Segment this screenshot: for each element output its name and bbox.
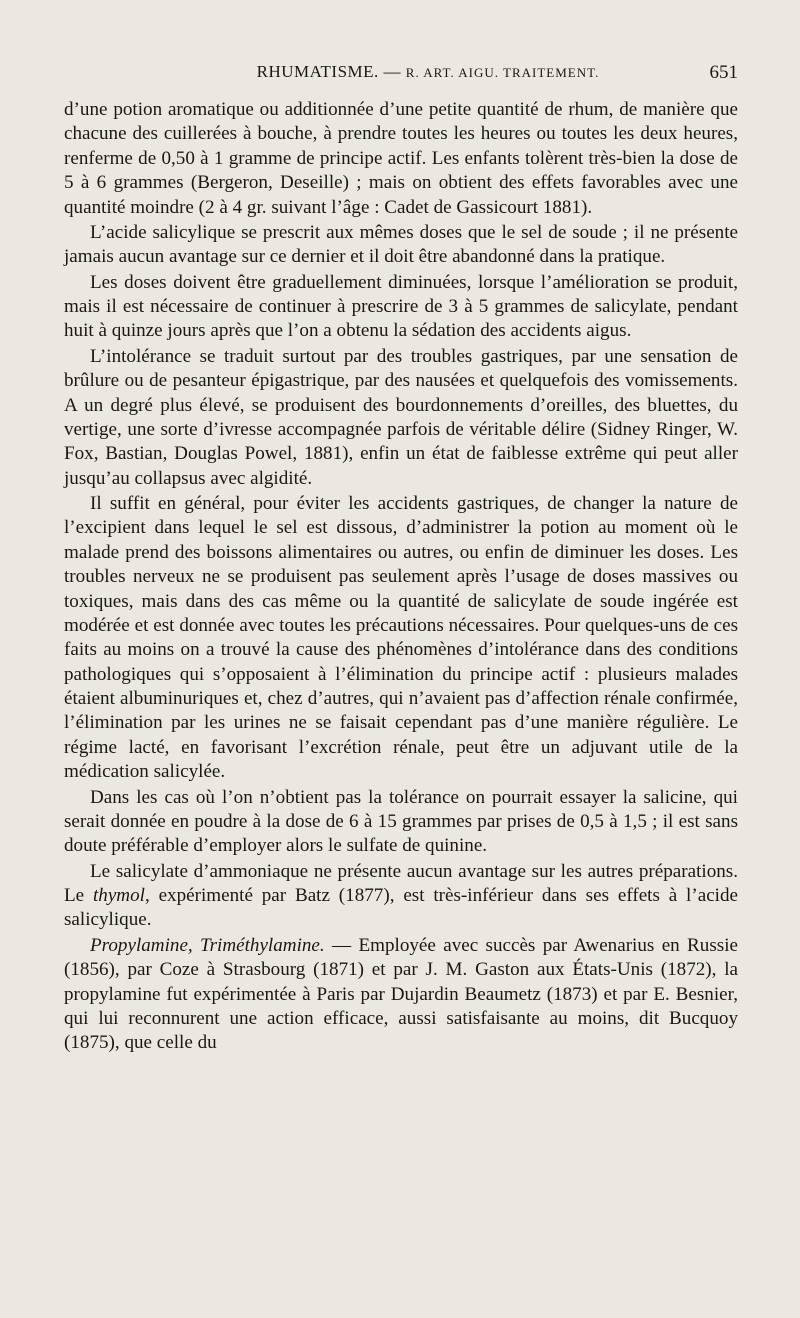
p7-text-before: Le salicylate d’ammoniaque ne présente aucun avantage sur les autres préparations. Le (64, 860, 738, 906)
paragraph-dosage-continuation: d’une potion aromatique ou additionnée d’une petite quantité de rhum, de manière que chacune des cuillerées à bouche, à prendre toutes les heures ou toutes les deux heures, renferme de 0,50 à 1 gramme de principe actif. Les enfants tolèrent très-bien la dose de 5 à 6 grammes (Bergeron, Deseille) ; mais on obtient des effets favorables avec une quantité moindre (2 à 4 gr. suivant l’âge : Cadet de Gassicourt 1881). (64, 99, 738, 218)
running-title: RHUMATISME. (256, 62, 379, 81)
paragraph-propylamine (64, 934, 738, 1056)
paragraph-ammonia-salicylate (64, 860, 738, 933)
paragraph-salicylic-acid: L’acide salicylique se prescrit aux mêmes doses que le sel de soude ; il ne présente jamais aucun avantage sur ce dernier et il doit être abandonné dans la pratique. (64, 221, 738, 268)
p7-text-after: , expérimenté par Batz (1877), est très-inférieur dans ses effets à l’acide salicylique. (64, 885, 738, 931)
p7-italic-thymol: thymol (92, 885, 145, 906)
running-head (92, 62, 738, 82)
running-head-dash: — (383, 62, 402, 81)
body-text (64, 98, 738, 1056)
running-subtitle: R. ART. AIGU. TRAITEMENT. (405, 65, 600, 80)
paragraph-dose-reduction: Les doses doivent être graduellement diminuées, lorsque l’amélioration se produit, mais il est nécessaire de continuer à prescrire de 3 à 5 grammes de salicylate, pendant huit à quinze jours après que l’on a obtenu la sédation des accidents aigus. (64, 271, 738, 342)
paragraph-avoiding-accidents: Il suffit en général, pour éviter les accidents gastriques, de changer la nature de l’excipient dans lequel le sel est dissous, d’administrer la potion au moment où le malade prend des boissons alimentaires ou autres, ou enfin de diminuer les doses. Les troubles nerveux ne se produisent pas seulement après l’usage de doses massives ou toxiques, mais dans des cas même ou la quantité de salicylate de soude ingérée est modérée et est donnée avec toutes les précautions nécessaires. Pour quelques-uns de ces faits au moins on a trouvé la cause des phénomènes d’intolérance dans des conditions pathologiques qui s’opposaient à l’élimination du principe actif : plusieurs malades étaient albuminuriques et, chez d’autres, qui n’avaient pas d’affection rénale confirmée, l’élimination par les urines ne se faisait cependant pas d’une manière régulière. Le régime lacté, en favorisant l’excrétion rénale, peut être un adjuvant utile de la médication salicylée. (64, 493, 738, 783)
page-header (92, 62, 738, 88)
paragraph-salicine: Dans les cas où l’on n’obtient pas la tolérance on pourrait essayer la salicine, qui serait donnée en poudre à la dose de 6 à 15 grammes par prises de 0,5 à 1,5 ; il est sans doute préférable d’employer alors le sulfate de quinine. (64, 786, 738, 857)
p8-italic-heading: Propylamine, Triméthylamine. (90, 934, 325, 956)
p8-text-after: — Employée avec succès par Awenarius en Russie (1856), par Coze à Strasbourg (1871) et par J. M. Gaston aux États-Unis (1872), la propylamine fut expérimentée à Paris par Dujardin Beaumetz (1873) et par E. Besnier, qui lui reconnurent une action efficace, aussi satisfaisante au moins, dit Bucquoy (1875), que celle du (64, 934, 738, 1054)
paragraph-intolerance: L’intolérance se traduit surtout par des troubles gastriques, par une sensation de brûlure ou de pesanteur épigastrique, par des nausées et quelquefois des vomissements. A un degré plus élevé, se produisent des bourdonnements d’oreilles, des bluettes, du vertige, une sorte d’ivresse accompagnée parfois de véritable délire (Sidney Ringer, W. Fox, Bastian, Douglas Powel, 1881), enfin un état de faiblesse extrême qui peut aller jusqu’au collapsus avec algidité. (64, 345, 738, 489)
page-number: 651 (709, 62, 738, 83)
